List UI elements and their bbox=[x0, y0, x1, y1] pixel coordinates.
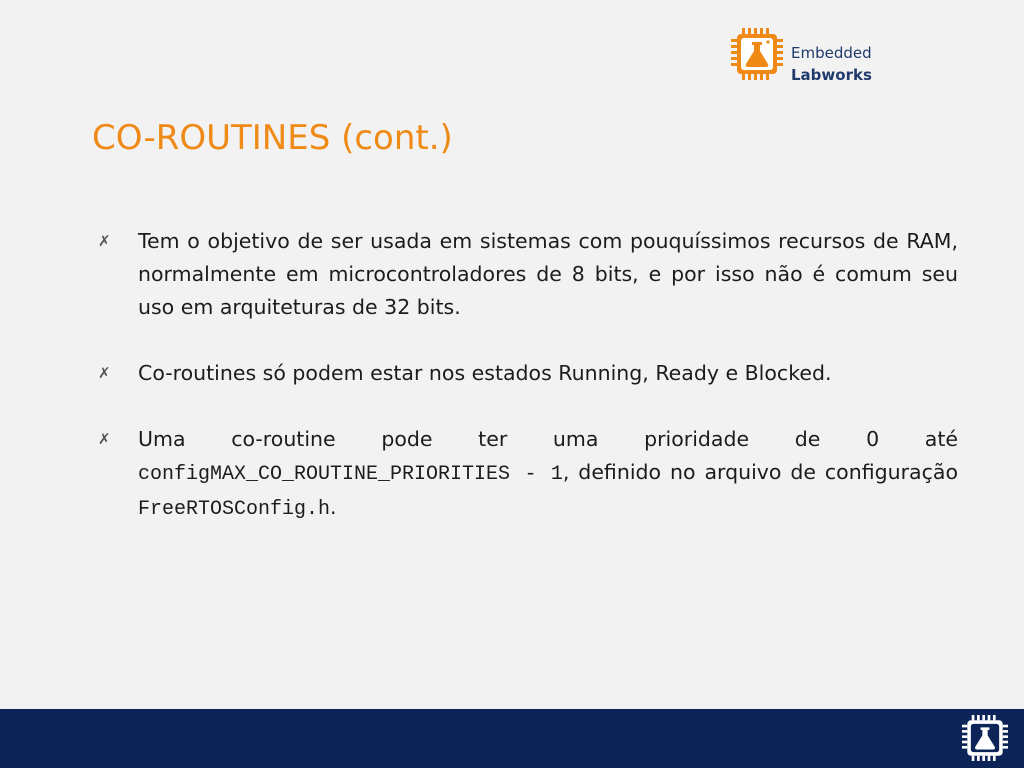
embedded-labworks-logo bbox=[731, 28, 891, 84]
bullet-text-part: , definido no arquivo de configuração bbox=[562, 460, 958, 484]
logo-line-1: Embedded bbox=[791, 44, 872, 62]
bullet-cross-icon: ✗ bbox=[98, 364, 111, 382]
code-constant: configMAX_CO_ROUTINE_PRIORITIES - 1 bbox=[138, 463, 563, 486]
bullet-text-part: . bbox=[330, 495, 337, 519]
bullet-list bbox=[98, 225, 958, 526]
footer-bar bbox=[0, 709, 1024, 768]
flask-chip-icon bbox=[731, 28, 783, 80]
bullet-cross-icon: ✗ bbox=[98, 232, 111, 250]
bullet-item-2 bbox=[98, 357, 958, 390]
bullet-item-1 bbox=[98, 225, 958, 324]
bullet-cross-icon: ✗ bbox=[98, 430, 111, 448]
bullet-text: Tem o objetivo de ser usada em sistemas com pouquíssimos recursos de RAM, normalmente em microcontroladores de 8 bits, e por isso não é comum seu uso em arquiteturas de 32 bits. bbox=[138, 229, 958, 319]
logo-text bbox=[791, 42, 872, 86]
bullet-text-part: Uma co-routine pode ter uma prioridade de 0 até bbox=[138, 427, 958, 451]
flask-chip-icon bbox=[962, 715, 1008, 761]
logo-line-2: Labworks bbox=[791, 66, 872, 84]
bullet-text: Co-routines só podem estar nos estados Running, Ready e Blocked. bbox=[138, 361, 832, 385]
slide-title: CO-ROUTINES (cont.) bbox=[92, 118, 453, 158]
bullet-item-3 bbox=[98, 423, 958, 526]
code-filename: FreeRTOSConfig.h bbox=[138, 498, 331, 521]
